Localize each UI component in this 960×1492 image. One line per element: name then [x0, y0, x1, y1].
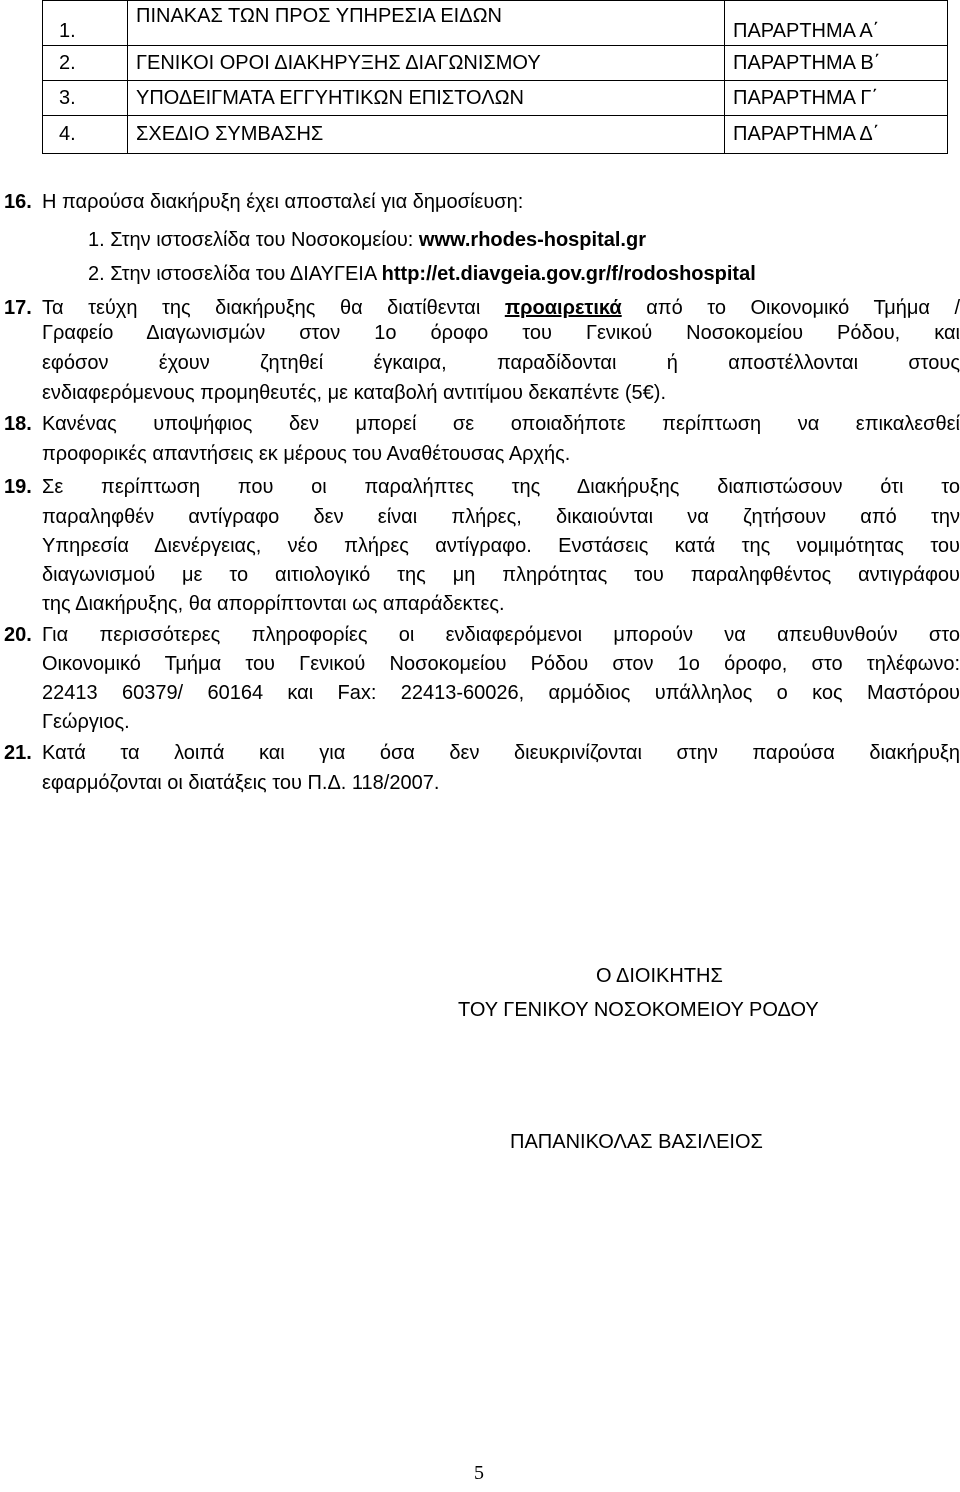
signature-organization: ΤΟΥ ΓΕΝΙΚΟΥ ΝΟΣΟΚΟΜΕΙΟΥ ΡΟΔΟΥ [458, 999, 819, 1021]
item-20-line-2: Οικονομικό Τμήμα του Γενικού Νοσοκομείου Ρόδου στον 1ο όροφο, στο τηλέφωνο: [42, 653, 960, 675]
item-21-number: 21. [4, 742, 32, 764]
row-appendix: ΠΑΡΑΡΤΗΜΑ Α΄ [725, 1, 948, 46]
item-17-text-a: Τα τεύχη της διακήρυξης θα διατίθενται [42, 297, 481, 319]
item-19-number: 19. [4, 476, 32, 498]
item-20-number: 20. [4, 624, 32, 646]
item-17-line-3: εφόσον έχουν ζητηθεί έγκαιρα, παραδίδονται ή αποστέλλονται στους [42, 352, 960, 374]
item-17-text-c: από το Οικονομικό Τμήμα / [646, 297, 960, 319]
diavgeia-link[interactable]: http://et.diavgeia.gov.gr/f/rodoshospital [381, 263, 756, 285]
item-16-text: Η παρούσα διακήρυξη έχει αποσταλεί για δημοσίευση: [42, 191, 524, 213]
item-20-line-1: Για περισσότερες πληροφορίες οι ενδιαφερόμενοι μπορούν να απευθυνθούν στο [42, 624, 960, 646]
row-appendix: ΠΑΡΑΡΤΗΜΑ Β΄ [725, 46, 948, 81]
item-19-line-3: Υπηρεσία Διενέργειας, νέο πλήρες αντίγραφο. Ενστάσεις κατά της νομιμότητας του [42, 535, 960, 557]
item-16-sub1-text: 1. Στην ιστοσελίδα του Νοσοκομείου: [88, 229, 419, 251]
page-number: 5 [474, 1462, 484, 1484]
item-19-line-4: διαγωνισμού με το αιτιολογικό της μη πληρότητας του παραληφθέντος αντιγράφου [42, 564, 960, 586]
item-17-line-1 [42, 296, 960, 320]
table-row [43, 46, 948, 81]
item-19-line-1: Σε περίπτωση που οι παραλήπτες της Διακήρυξης διαπιστώσουν ότι το [42, 476, 960, 498]
item-16-sub2 [88, 262, 756, 286]
item-16-number: 16. [4, 191, 32, 213]
item-20-line-3: 22413 60379/ 60164 και Fax: 22413-60026, αρμόδιος υπάλληλος ο κος Μαστόρου [42, 682, 960, 704]
item-21-line-1: Κατά τα λοιπά και για όσα δεν διευκρινίζονται στην παρούσα διακήρυξη [42, 742, 960, 764]
hospital-website-link[interactable]: www.rhodes-hospital.gr [418, 229, 646, 251]
row-number: 1. [43, 1, 128, 46]
signature-title: Ο ΔΙΟΙΚΗΤΗΣ [596, 965, 723, 987]
item-18-number: 18. [4, 413, 32, 435]
item-16-sub1 [88, 228, 646, 252]
table-row [43, 81, 948, 116]
item-18-line-2: προφορικές απαντήσεις εκ μέρους του Αναθέτουσας Αρχής. [42, 443, 571, 465]
item-19-line-2: παραληφθέν αντίγραφο δεν είναι πλήρες, δικαιούνται να ζητήσουν από την [42, 506, 960, 528]
item-21-line-2: εφαρμόζονται οι διατάξεις του Π.Δ. 118/2007. [42, 772, 440, 794]
row-number: 4. [43, 116, 128, 154]
row-appendix: ΠΑΡΑΡΤΗΜΑ Δ΄ [725, 116, 948, 154]
row-appendix: ΠΑΡΑΡΤΗΜΑ Γ΄ [725, 81, 948, 116]
item-18-line-1: Κανένας υποψήφιος δεν μπορεί σε οποιαδήποτε περίπτωση να επικαλεσθεί [42, 413, 960, 435]
table-row [43, 116, 948, 154]
item-17-line-2: Γραφείο Διαγωνισμών στον 1ο όροφο του Γενικού Νοσοκομείου Ρόδου, και [42, 322, 960, 344]
row-title: ΠΙΝΑΚΑΣ ΤΩΝ ΠΡΟΣ ΥΠΗΡΕΣΙΑ ΕΙΔΩΝ [128, 1, 725, 46]
row-title: ΓΕΝΙΚΟΙ ΟΡΟΙ ΔΙΑΚΗΡΥΞΗΣ ΔΙΑΓΩΝΙΣΜΟΥ [128, 46, 725, 81]
row-title: ΥΠΟΔΕΙΓΜΑΤΑ ΕΓΓΥΗΤΙΚΩΝ ΕΠΙΣΤΟΛΩΝ [128, 81, 725, 116]
row-number: 2. [43, 46, 128, 81]
item-17-line-4: ενδιαφερόμενους προμηθευτές, με καταβολή αντιτίμου δεκαπέντε (5€). [42, 382, 667, 404]
signature-name: ΠΑΠΑΝΙΚΟΛΑΣ ΒΑΣΙΛΕΙΟΣ [510, 1131, 763, 1153]
item-17-number: 17. [4, 297, 32, 319]
item-19-line-5: της Διακήρυξης, θα απορρίπτονται ως απαράδεκτες. [42, 593, 505, 615]
row-title: ΣΧΕΔΙΟ ΣΥΜΒΑΣΗΣ [128, 116, 725, 154]
item-20-line-4: Γεώργιος. [42, 711, 130, 733]
appendix-table [42, 0, 948, 154]
item-16-sub2-text: 2. Στην ιστοσελίδα του ΔΙΑΥΓΕΙΑ [88, 263, 382, 285]
item-17-emphasis: προαιρετικά [504, 297, 622, 319]
row-number: 3. [43, 81, 128, 116]
table-row [43, 1, 948, 46]
